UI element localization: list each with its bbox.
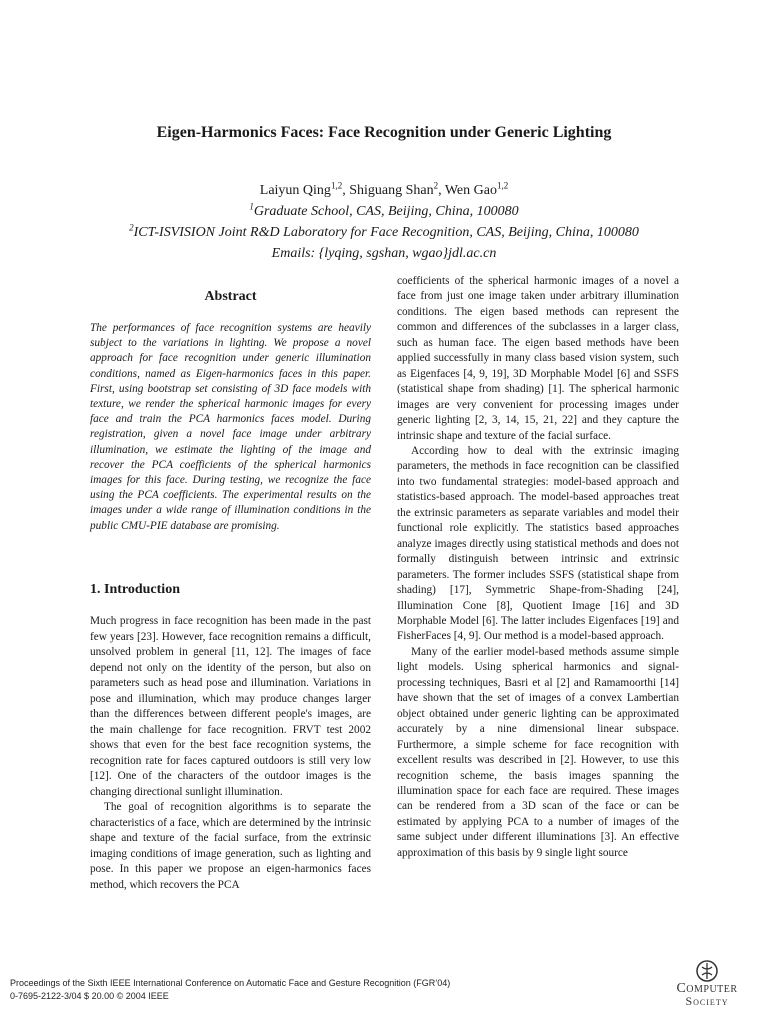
author-name: Shiguang Shan — [349, 183, 434, 198]
affiliation-mark: 1 — [249, 201, 254, 212]
paragraph: The goal of recognition algorithms is to separate the characteristics of a face, which are determined by the intrinsic shape and texture of the facial surface, from the extrinsic imaging conditions of image generation, such as lighting and pose. In this paper we propose an eigen-harmonics faces method, which recovers the PCA — [90, 801, 371, 891]
author-names: Laiyun Qing$^{1,2}$, Shiguang Shan$^2$, Wen Gao$^{1,2}$ — [259, 180, 509, 198]
section-heading: 1. Introduction — [90, 582, 180, 597]
logo-text-computer: Computer — [676, 981, 738, 996]
paper-title: Eigen-Harmonics Faces: Face Recognition under Generic Lighting — [156, 124, 612, 141]
paragraph: Much progress in face recognition has been made in the past few years [23]. However, face recognition remains a difficult, unsolved problem in general [11, 12]. The images of face depend not only on the identity of the person, but also on parameters such as head pose and illumination. Variations in pose and illumination, which may produce changes larger than the differences between different people's images, are the main challenge for face recognition. FRVT test 2002 shows that even for the best face recognition systems, the recognition rate for faces captured outdoors is still very low [12]. One of the characters of the outdoor images is the changing directional sunlight illumination. — [90, 615, 371, 798]
logo-text-society: Society — [685, 994, 729, 1008]
paragraph: According how to deal with the extrinsic imaging parameters, the methods in face recognition can be classified into two fundamental strategies: model-based approach and statistics-based approach. The model-based approaches treat the extrinsic parameters as separate variables and model their functional role explicitly. The statistics based approaches analyze images directly using statistical methods and does not formally distinguish between intrinsic and extrinsic parameters. The former includes SSFS (statistical shape from shading) [17], Symmetric Shape-from-Shading [24], Illumination Cone [8], Quotient Image [16] and 3D Morphable Model [6]. The latter includes Eigenfaces [19] and FisherFaces [4, 9]. Our method is a model-based approach. — [397, 444, 679, 643]
right-column-body — [397, 274, 679, 861]
author-block — [0, 180, 768, 264]
left-column-body — [90, 614, 371, 893]
footer-proceedings: Proceedings of the Sixth IEEE International Conference on Automatic Face and Gesture Recognition (FGR’04) — [10, 978, 451, 988]
affiliation-mark: 2 — [129, 222, 134, 233]
author-affiliation-mark: 2 — [433, 180, 439, 191]
abstract-heading: Abstract — [204, 289, 257, 304]
author-emails: Emails: {lyqing, sgshan, wgao}jdl.ac.cn — [271, 246, 497, 261]
footer-copyright: 0-7695-2122-3/04 $ 20.00 © 2004 IEEE — [10, 991, 169, 1001]
author-name: Wen Gao — [444, 183, 497, 198]
page-footer — [10, 977, 450, 1003]
abstract-text: The performances of face recognition systems are heavily subject to the variations in lighting. We propose a novel approach for face recognition under generic illumination conditions, named as Eigen-harmonics faces in this paper. First, using bootstrap set consisting of 3D face models with texture, we render the spherical harmonic images for every face and train the PCA harmonics faces model. During registration, given a novel face image under arbitrary illumination, we estimate the lighting of the image and recover the PCA coefficients of the spherical harmonics images for this face. During testing, we recognize the face using the PCA coefficients. The experimental results on the images under a wide range of illumination conditions in the public CMU-PIE database are promising. — [90, 322, 371, 532]
affiliation-text: Graduate School, CAS, Beijing, China, 100080 — [253, 204, 519, 219]
affiliation-text: ICT-ISVISION Joint R&D Laboratory for Face Recognition, CAS, Beijing, China, 100080 — [133, 225, 639, 240]
paragraph: coefficients of the spherical harmonic images of a novel a face from just one image taken under arbitrary illumination conditions. The eigen based methods can represent the common and differences of the subclasses in a larger class, such as human face. The eigen based methods have been applied successfully in many class based vision system, such as Eigenfaces [4, 9, 19], 3D Morphable Model [6] and SSFS (statistical shape from shading) [1]. The spherical harmonic images are very convenient for processing images under generic lighting [2, 3, 14, 15, 21, 22] and they capture the intrinsic shape and texture of the facial surface. — [397, 275, 679, 442]
author-affiliation-mark: 1,2 — [330, 180, 343, 191]
affiliation-2 — [0, 222, 768, 243]
affiliation-1 — [0, 201, 768, 222]
author-name: Laiyun Qing — [259, 183, 331, 198]
computer-society-logo — [664, 960, 750, 1010]
paragraph: Many of the earlier model-based methods assume simple light models. Using spherical harmonics and signal-processing techniques, Basri et al [2] and Ramamoorthi [14] have shown that the set of images of a convex Lambertian object obtained under generic lighting can be approximated accurately by a nine dimensional linear subspace. Furthermore, a simple scheme for face recognition with excellent results was described in [2]. However, to use this recognition scheme, the basis images spanning the illumination space for each face are required. These images can be rendered from a 3D scan of the face or can be estimated by applying PCA to a number of images of the same subject under different illuminations [3]. An effective approximation of this basis by 9 single light source — [397, 645, 679, 859]
ieee-cs-logo-icon — [696, 960, 718, 982]
author-affiliation-mark: 1,2 — [496, 180, 509, 191]
